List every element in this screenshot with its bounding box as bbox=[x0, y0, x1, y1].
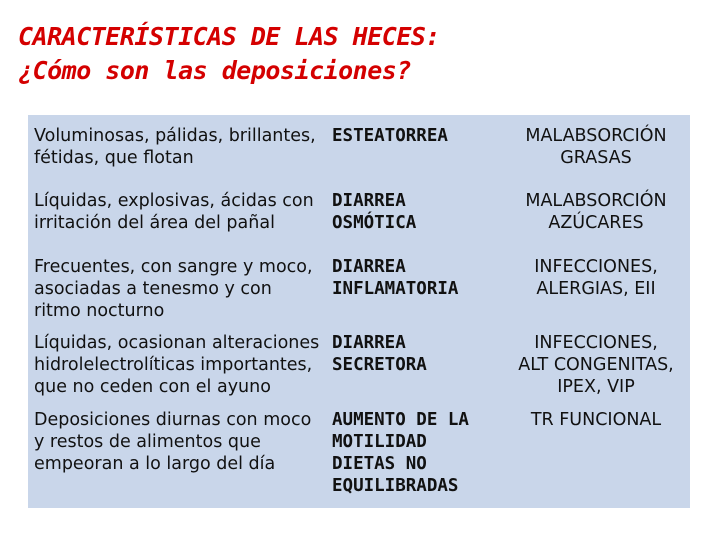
cause-line: ALERGIAS, EII bbox=[536, 279, 656, 299]
description-line: empeoran a lo largo del día bbox=[34, 454, 276, 474]
description-line: Deposiciones diurnas con moco bbox=[34, 410, 312, 430]
diagnosis-line: SECRETORA bbox=[332, 355, 427, 375]
cause-line: IPEX, VIP bbox=[557, 377, 635, 397]
diagnosis-cell bbox=[332, 332, 512, 376]
diagnosis-line: OSMÓTICA bbox=[332, 213, 417, 233]
description-line: irritación del área del pañal bbox=[34, 213, 275, 233]
diagnosis-cell bbox=[332, 125, 512, 147]
title-line-2: ¿Cómo son las deposiciones? bbox=[18, 56, 411, 85]
description-line: y restos de alimentos que bbox=[34, 432, 261, 452]
description-cell bbox=[34, 190, 330, 234]
cause-line: INFECCIONES, bbox=[534, 333, 658, 353]
diagnosis-line: ESTEATORREA bbox=[332, 126, 448, 146]
diagnosis-cell bbox=[332, 190, 512, 234]
description-cell bbox=[34, 256, 330, 322]
diagnosis-cell bbox=[332, 256, 512, 300]
diagnosis-line: EQUILIBRADAS bbox=[332, 476, 459, 496]
cause-line: MALABSORCIÓN bbox=[525, 191, 667, 211]
cause-line: TR FUNCIONAL bbox=[530, 410, 662, 430]
description-line: hidrolelectrolíticas importantes, bbox=[34, 355, 313, 375]
diagnosis-line: DIARREA bbox=[332, 333, 406, 353]
page-title bbox=[18, 20, 440, 88]
description-line: asociadas a tenesmo y con bbox=[34, 279, 272, 299]
diagnosis-line: DIARREA bbox=[332, 191, 406, 211]
description-line: fétidas, que flotan bbox=[34, 148, 194, 168]
cause-cell bbox=[508, 409, 684, 431]
cause-cell bbox=[508, 125, 684, 169]
description-line: Frecuentes, con sangre y moco, bbox=[34, 257, 313, 277]
diagnosis-cell bbox=[332, 409, 512, 497]
cause-cell bbox=[508, 332, 684, 398]
feces-characteristics-table bbox=[28, 115, 690, 508]
description-cell bbox=[34, 409, 330, 475]
description-line: que no ceden con el ayuno bbox=[34, 377, 271, 397]
title-line-1: CARACTERÍSTICAS DE LAS HECES: bbox=[18, 22, 440, 51]
cause-line: MALABSORCIÓN bbox=[525, 126, 667, 146]
description-line: Voluminosas, pálidas, brillantes, bbox=[34, 126, 316, 146]
diagnosis-line: DIETAS NO bbox=[332, 454, 427, 474]
diagnosis-line: AUMENTO DE LA bbox=[332, 410, 469, 430]
diagnosis-line: INFLAMATORIA bbox=[332, 279, 459, 299]
cause-line: GRASAS bbox=[560, 148, 632, 168]
cause-cell bbox=[508, 190, 684, 234]
description-line: ritmo nocturno bbox=[34, 301, 165, 321]
cause-line: AZÚCARES bbox=[548, 213, 644, 233]
cause-line: ALT CONGENITAS, bbox=[518, 355, 674, 375]
description-cell bbox=[34, 125, 330, 169]
description-line: Líquidas, ocasionan alteraciones bbox=[34, 333, 320, 353]
diagnosis-line: DIARREA bbox=[332, 257, 406, 277]
diagnosis-line: MOTILIDAD bbox=[332, 432, 427, 452]
cause-cell bbox=[508, 256, 684, 300]
description-line: Líquidas, explosivas, ácidas con bbox=[34, 191, 314, 211]
cause-line: INFECCIONES, bbox=[534, 257, 658, 277]
description-cell bbox=[34, 332, 330, 398]
